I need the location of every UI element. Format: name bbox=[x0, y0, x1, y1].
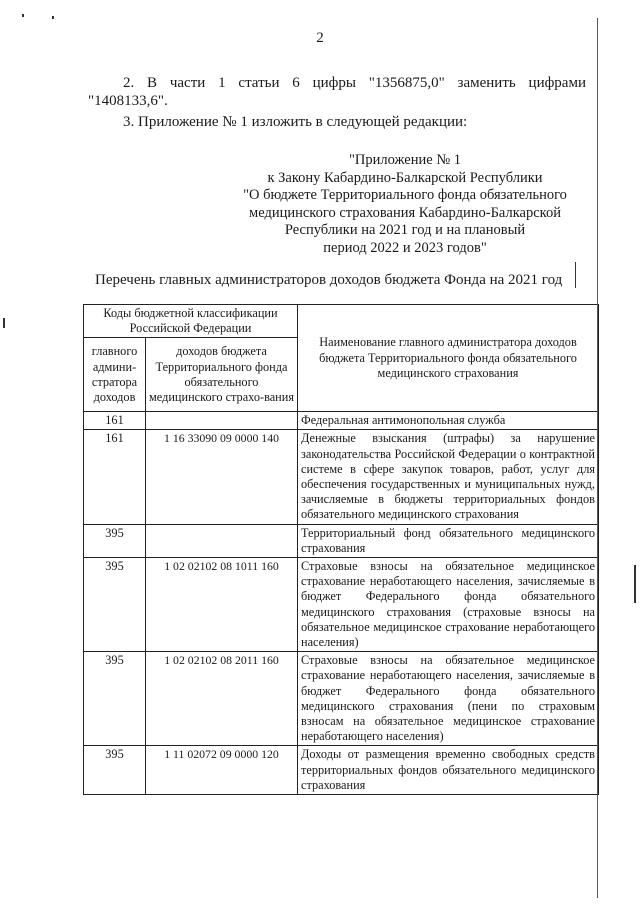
revenue-code-cell: 1 11 02072 09 0000 120 bbox=[146, 746, 298, 795]
paragraph-3: 3. Приложение № 1 изложить в следующей редакции: bbox=[123, 114, 468, 130]
paragraph-2-line-2: "1408133,6". bbox=[88, 93, 168, 109]
admin-code-cell: 161 bbox=[84, 430, 146, 524]
table-row bbox=[84, 652, 599, 746]
admin-name-cell: Денежные взыскания (штрафы) за нарушение законодательства Российской Федерации о контрактной системе в сфере закупок товаров, работ, услуг для обеспечения государственных и муниципальных нужд, зачисляемые в бюджеты территориальных фондов обязательного медицинского страхования bbox=[298, 430, 599, 524]
header-admin-name: Наименование главного администратора доходов бюджета Территориального фонда обязательного медицинского страхования bbox=[298, 305, 599, 412]
table-row bbox=[84, 412, 599, 430]
appendix-line: "Приложение № 1 bbox=[348, 152, 462, 168]
list-title: Перечень главных администраторов доходов бюджета Фонда на 2021 год bbox=[95, 272, 563, 288]
table-row bbox=[84, 430, 599, 524]
header-classification-codes: Коды бюджетной классификации Российской Федерации bbox=[84, 305, 298, 338]
admin-code-cell: 395 bbox=[84, 652, 146, 746]
table-header-row bbox=[84, 305, 599, 338]
revenue-code-cell: 1 16 33090 09 0000 140 bbox=[146, 430, 298, 524]
scan-mark-right bbox=[634, 565, 636, 603]
scan-mark-top-left-2 bbox=[52, 16, 54, 19]
paragraph-2-line-1: 2. В части 1 статьи 6 цифры "1356875,0" заменить цифрами bbox=[123, 75, 586, 91]
scan-mark-top-left bbox=[22, 14, 24, 17]
admin-name-cell: Страховые взносы на обязательное медицинское страхование неработающего населения, зачисляемые в бюджет Федерального фонда обязательного медицинского страхования (пени по страховым взносам на обязательное медицинское страхование неработающего населения) bbox=[298, 652, 599, 746]
revenue-code-cell bbox=[146, 412, 298, 430]
revenue-code-cell: 1 02 02102 08 2011 160 bbox=[146, 652, 298, 746]
admin-code-cell: 395 bbox=[84, 558, 146, 652]
page-number: 2 bbox=[316, 30, 324, 46]
appendix-header bbox=[240, 152, 570, 257]
appendix-line: период 2022 и 2023 годов" bbox=[323, 239, 487, 256]
admin-code-cell: 161 bbox=[84, 412, 146, 430]
paragraph-2 bbox=[88, 74, 586, 110]
admin-code-cell: 395 bbox=[84, 746, 146, 795]
table-row bbox=[84, 558, 599, 652]
revenue-code-cell: 1 02 02102 08 1011 160 bbox=[146, 558, 298, 652]
appendix-line: к Закону Кабардино-Балкарской Республики bbox=[267, 169, 543, 186]
scan-margin-line bbox=[597, 18, 598, 898]
admin-name-cell: Территориальный фонд обязательного медицинского страхования bbox=[298, 524, 599, 557]
table-row bbox=[84, 524, 599, 557]
budget-classification-table bbox=[83, 304, 599, 795]
appendix-line: медицинского страхования Кабардино-Балкарской bbox=[249, 204, 561, 221]
header-main-admin: главного админи-стратора доходов bbox=[84, 338, 146, 412]
appendix-line: "О бюджете Территориального фонда обязательного bbox=[243, 187, 567, 203]
header-revenue: доходов бюджета Территориального фонда обязательного медицинского страхо-вания bbox=[146, 338, 298, 412]
admin-name-cell: Страховые взносы на обязательное медицинское страхование неработающего населения, зачисляемые в бюджет Федерального фонда обязательного медицинского страхования (страховые взносы на обязательное медицинское страхование неработающего населения) bbox=[298, 558, 599, 652]
admin-code-cell: 395 bbox=[84, 524, 146, 557]
table-row bbox=[84, 746, 599, 795]
scan-mark-left bbox=[3, 318, 5, 328]
scan-mark-title bbox=[575, 262, 576, 288]
admin-name-cell: Федеральная антимонопольная служба bbox=[298, 412, 599, 430]
appendix-line: Республики на 2021 год и на плановый bbox=[284, 222, 526, 238]
admin-name-cell: Доходы от размещения временно свободных средств территориальных фондов обязательного медицинского страхования bbox=[298, 746, 599, 795]
revenue-code-cell bbox=[146, 524, 298, 557]
